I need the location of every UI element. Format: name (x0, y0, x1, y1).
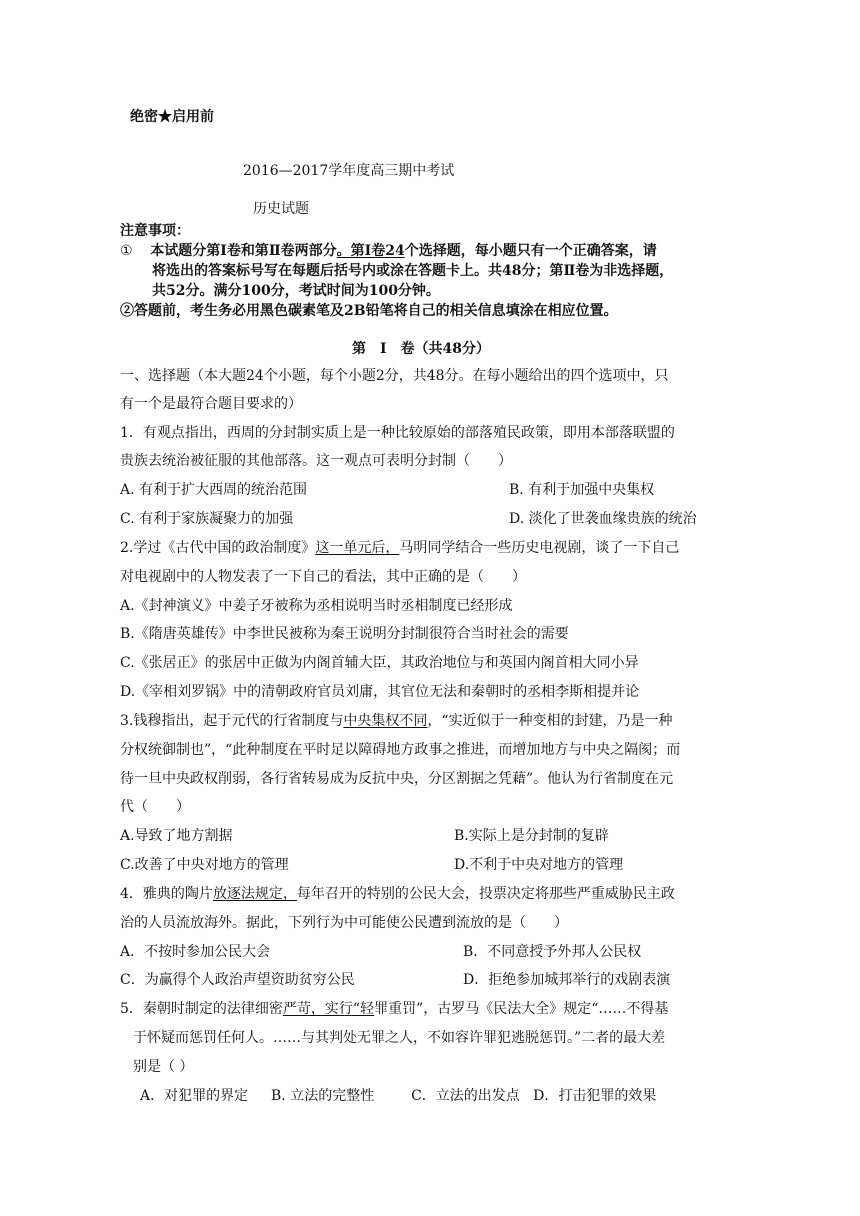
q2-option-b: B.《隋唐英雄传》中李世民被称为秦王说明分封制很符合当时社会的需要 (120, 626, 569, 642)
q4-line2: 治的人员流放海外。据此，下列行为中可能使公民遭到流放的是（ ） (120, 915, 568, 931)
q4-option-a: A．不按时参加公民大会 (120, 944, 271, 960)
q5-line1-c: 罪重罚”，古罗马《民法大全》规定“……不得基 (374, 1001, 669, 1017)
section-title: 第 Ⅰ 卷（共48分） (352, 341, 491, 357)
q1-option-a: A. 有利于扩大西周的统治范围 (120, 482, 308, 498)
q4-line1 (120, 884, 675, 904)
q4-option-c: C．为赢得个人政治声望资助贫穷公民 (120, 972, 355, 988)
exam-title: 2016—2017学年度高三期中考试 (243, 163, 455, 179)
q4-line1-a: 4．雅典的陶片 (120, 886, 213, 902)
notice-item1-line2: 将选出的答案标号写在每题后括号内或涂在答题卡上。共48分；第Ⅱ卷为非选择题， (152, 263, 674, 279)
q5-line1-a: 5．秦朝时制定的法律细密 (120, 1001, 283, 1017)
q1-line2: 贵族去统治被征服的其他部落。这一观点可表明分封制（ ） (120, 453, 512, 469)
q2-line1-c: 马明同学结合一些历史电视剧，谈了一下自己 (399, 540, 680, 556)
q4-line1-b: 放逐法规定， (212, 886, 297, 902)
q3-line4: 代（ ） (120, 799, 190, 815)
q1-option-d: D. 淡化了世袭血缘贵族的统治 (509, 511, 697, 527)
notice-item1-text-b: 。第Ⅰ卷24 (336, 243, 405, 259)
section-intro-line2: 有一个是最符合题目要求的） (120, 396, 302, 412)
notice-title: 注意事项： (120, 223, 190, 239)
q2-line1 (120, 538, 679, 558)
notice-item1-text-c: 个选择题，每小题只有一个正确答案，请 (404, 243, 657, 259)
q3-line1-b: 中央集权不同 (343, 713, 428, 729)
q5-line1-b: 严苛，实行“轻 (282, 1001, 375, 1017)
q4-option-b: B．不同意授予外邦人公民权 (463, 944, 642, 960)
q3-line2: 分权统御制也”，“此种制度在平时足以障碍地方政事之推进，而增加地方与中央之隔阂；而 (120, 742, 681, 758)
q4-line1-c: 每年召开的特别的公民大会，投票决定将那些严重威胁民主政 (296, 886, 675, 902)
q3-line1-c: ，“实近似于一种变相的封建，乃是一种 (427, 713, 673, 729)
q4-option-d: D．拒绝参加城邦举行的戏剧表演 (463, 972, 671, 988)
q2-option-d: D.《宰相刘罗锅》中的清朝政府官员刘庸，其官位无法和秦朝时的丞相李斯相提并论 (120, 684, 640, 700)
section-intro-line1: 一、选择题（本大题24个小题，每个小题2分，共48分。在每小题给出的四个选项中，只 (120, 368, 669, 384)
q2-option-a: A.《封神演义》中姜子牙被称为丞相说明当时丞相制度已经形成 (120, 598, 513, 614)
notice-item1-line1 (120, 240, 657, 260)
q1-option-b: B. 有利于加强中央集权 (509, 482, 655, 498)
q5-options: A．对犯罪的界定 B. 立法的完整性 C．立法的出发点 D．打击犯罪的效果 (140, 1088, 657, 1104)
q3-option-c: C.改善了中央对地方的管理 (120, 857, 289, 873)
notice-item1-number: ① (120, 243, 133, 259)
q2-option-c: C.《张居正》的张居中正做为内阁首辅大臣，其政治地位与和英国内阁首相大同小异 (120, 655, 639, 671)
notice-item1-text-a: 本试题分第Ⅰ卷和第Ⅱ卷两部分 (150, 243, 337, 259)
secret-label: 绝密★启用前 (130, 109, 214, 125)
q5-line3: 别是（ ） (133, 1059, 194, 1075)
q1-line1: 1．有观点指出，西周的分封制实质上是一种比较原始的部落殖民政策，即用本部落联盟的 (120, 425, 675, 441)
q3-line1 (120, 711, 673, 731)
notice-item1-line3: 共52分。满分100分，考试时间为100分钟。 (152, 283, 440, 299)
q3-option-d: D.不利于中央对地方的管理 (454, 857, 624, 873)
q2-line1-b: 这一单元后， (315, 540, 400, 556)
q1-option-c: C. 有利于家族凝聚力的加强 (120, 511, 294, 527)
q2-line2: 对电视剧中的人物发表了一下自己的看法，其中正确的是（ ） (120, 569, 526, 585)
q5-line2: 于怀疑而惩罚任何人。……与其判处无罪之人，不如容许罪犯逃脱惩罚。”二者的最大差 (133, 1030, 666, 1046)
q3-line1-a: 3.钱穆指出，起于元代的行省制度与 (120, 713, 344, 729)
subject-title: 历史试题 (253, 201, 309, 217)
q3-line3: 待一旦中央政权削弱，各行省转易成为反抗中央，分区割据之凭藉”。他认为行省制度在元 (120, 771, 674, 787)
notice-item2: ②答题前，考生务必用黑色碳素笔及2B铅笔将自己的相关信息填涂在相应位置。 (120, 303, 618, 319)
q5-line1 (120, 999, 668, 1019)
q3-option-b: B.实际上是分封制的复辟 (454, 828, 609, 844)
q2-line1-a: 2.学过《古代中国的政治制度》 (120, 540, 316, 556)
q3-option-a: A.导致了地方割据 (120, 828, 233, 844)
